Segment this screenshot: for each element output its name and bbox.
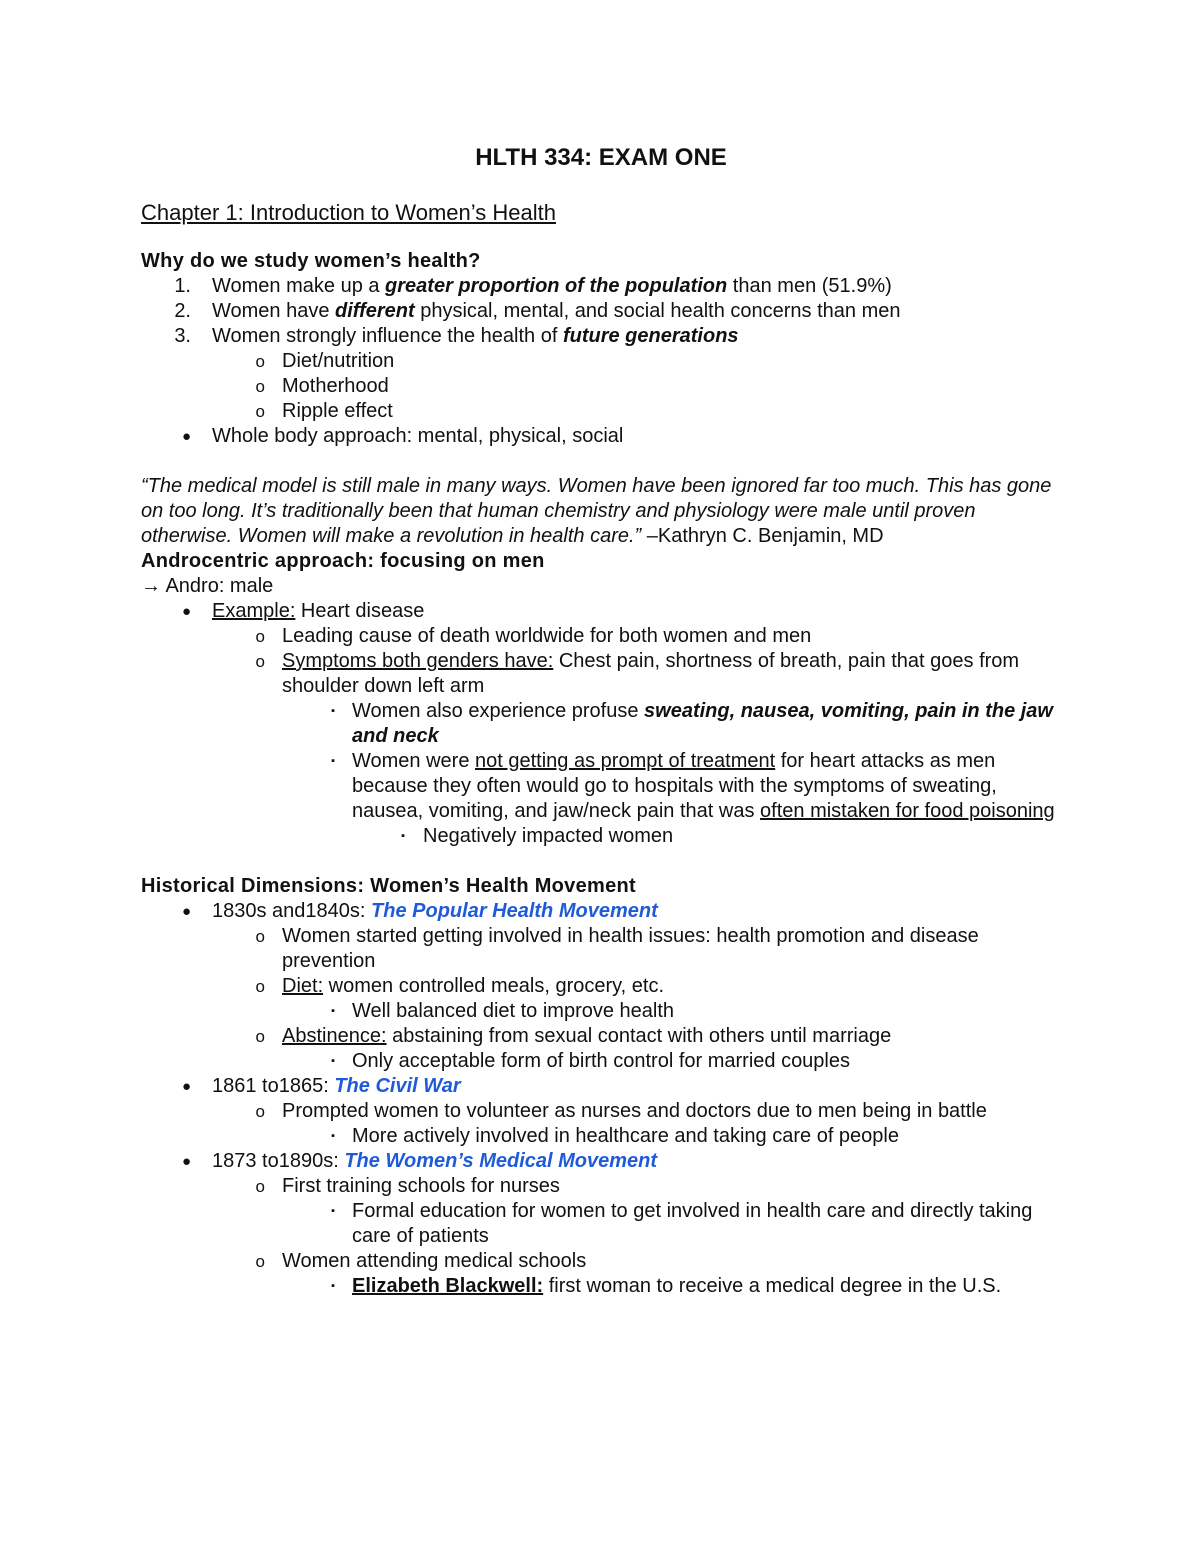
circle-bullet-icon: o	[255, 1102, 265, 1121]
quote-block	[141, 474, 1061, 549]
bullet-icon: ●	[181, 428, 191, 445]
list-item: ● 1861 to1865: The Civil War	[141, 1074, 1061, 1099]
circle-bullet-icon: o	[255, 1027, 265, 1046]
list-item: o Symptoms both genders have: Chest pain, shortness of breath, pain that goes from shoulder down left arm	[141, 649, 1061, 699]
list-item: o First training schools for nurses	[141, 1174, 1061, 1199]
list-item: ▪ Women were not getting as prompt of treatment for heart attacks as men because they often would go to hospitals with the symptoms of sweating, nausea, vomiting, and jaw/neck pain that was often mistaken for food poisoning	[141, 749, 1061, 824]
list-item: 3. Women strongly influence the health of future generations	[174, 325, 739, 347]
circle-bullet-icon: o	[255, 352, 265, 371]
circle-bullet-icon: o	[255, 627, 265, 646]
circle-bullet-icon: o	[255, 927, 265, 946]
list-item: o Abstinence: abstaining from sexual contact with others until marriage	[141, 1024, 1061, 1049]
list-item: o Ripple effect	[141, 399, 1061, 424]
list-item: o Women started getting involved in health issues: health promotion and disease prevention	[141, 924, 1061, 974]
list-item: o Women attending medical schools	[141, 1249, 1061, 1274]
circle-bullet-icon: o	[255, 377, 265, 396]
list-item: 1. Women make up a greater proportion of the population than men (51.9%)	[174, 275, 892, 297]
quote-text: “The medical model is still male in many ways. Women have been ignored far too much. This has gone on too long. It’s traditionally been that human chemistry and physiology were male until proven otherwise. Women will make a revolution in health care.”	[141, 475, 1052, 547]
circle-bullet-icon: o	[255, 402, 265, 421]
list-item: o Diet/nutrition	[141, 349, 1061, 374]
historical-heading: Historical Dimensions: Women’s Health Movement	[141, 875, 637, 897]
bullet-icon: ●	[181, 903, 191, 920]
list-item: o Prompted women to volunteer as nurses and doctors due to men being in battle	[141, 1099, 1061, 1124]
list-item: 2. Women have different physical, mental, and social health concerns than men	[174, 300, 901, 322]
chapter-heading: Chapter 1: Introduction to Women’s Health	[141, 200, 556, 225]
list-item: ▪ Women also experience profuse sweating, nausea, vomiting, pain in the jaw and neck	[141, 699, 1061, 749]
bullet-icon: ●	[181, 603, 191, 620]
quote-author: –Kathryn C. Benjamin, MD	[641, 525, 884, 547]
list-item: ● Whole body approach: mental, physical, social	[141, 424, 1061, 449]
list-item: ▪ Negatively impacted women	[141, 824, 1061, 849]
circle-bullet-icon: o	[255, 977, 265, 996]
square-bullet-icon: ▪	[331, 1055, 335, 1067]
square-bullet-icon: ▪	[401, 830, 405, 842]
list-item: ● Example: Heart disease	[141, 599, 1061, 624]
square-bullet-icon: ▪	[331, 755, 335, 767]
list-item: ● 1873 to1890s: The Women’s Medical Movement	[141, 1149, 1061, 1174]
square-bullet-icon: ▪	[331, 705, 335, 717]
list-item: ▪ Only acceptable form of birth control for married couples	[141, 1049, 1061, 1074]
page-title: HLTH 334: EXAM ONE	[475, 144, 727, 171]
square-bullet-icon: ▪	[331, 1130, 335, 1142]
list-item: ▪ Formal education for women to get involved in health care and directly taking care of patients	[141, 1199, 1061, 1249]
circle-bullet-icon: o	[255, 1252, 265, 1271]
square-bullet-icon: ▪	[331, 1005, 335, 1017]
square-bullet-icon: ▪	[331, 1280, 335, 1292]
list-item: o Diet: women controlled meals, grocery, etc.	[141, 974, 1061, 999]
list-item: ▪ More actively involved in healthcare and taking care of people	[141, 1124, 1061, 1149]
document-content	[141, 143, 1061, 1299]
list-item: ● 1830s and1840s: The Popular Health Movement	[141, 899, 1061, 924]
bullet-icon: ●	[181, 1153, 191, 1170]
list-item: o Leading cause of death worldwide for both women and men	[141, 624, 1061, 649]
list-item: o Motherhood	[141, 374, 1061, 399]
list-item: ▪ Well balanced diet to improve health	[141, 999, 1061, 1024]
bullet-icon: ●	[181, 1078, 191, 1095]
list-item: ▪ Elizabeth Blackwell: first woman to receive a medical degree in the U.S.	[141, 1274, 1061, 1299]
circle-bullet-icon: o	[255, 652, 265, 671]
andro-definition: → Andro: male	[141, 575, 274, 597]
why-heading: Why do we study women’s health?	[141, 250, 481, 272]
circle-bullet-icon: o	[255, 1177, 265, 1196]
androcentric-heading: Androcentric approach: focusing on men	[141, 550, 545, 572]
square-bullet-icon: ▪	[331, 1205, 335, 1217]
